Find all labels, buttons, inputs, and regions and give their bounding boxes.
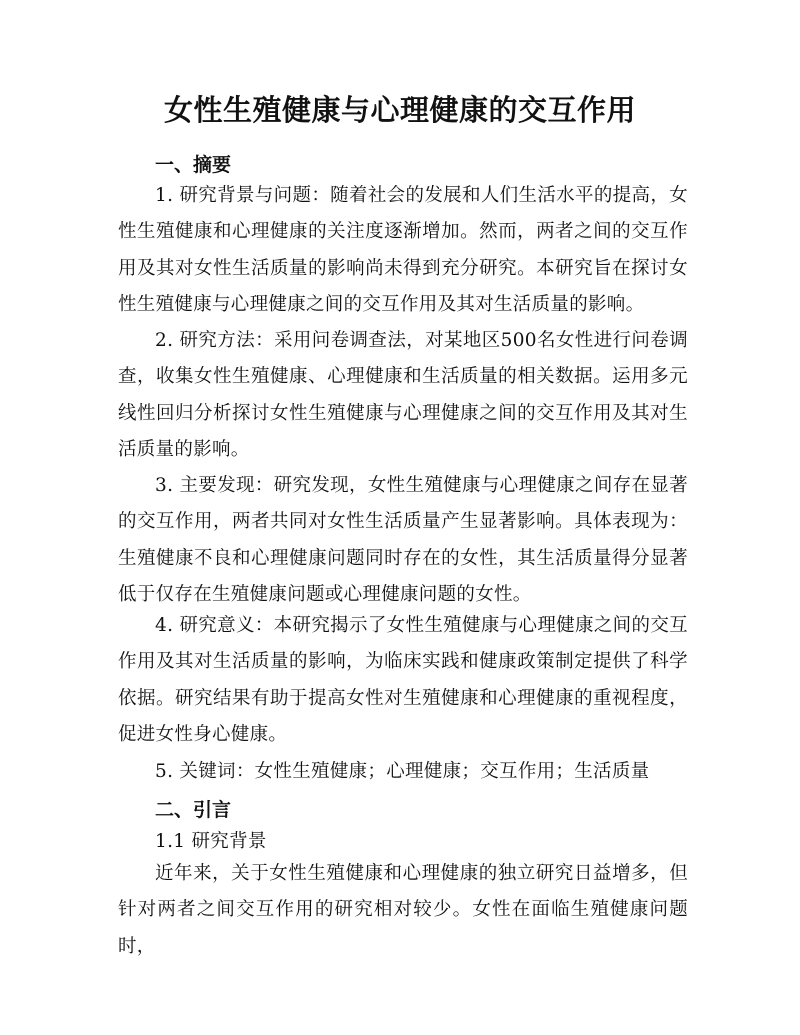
- section-heading-introduction: 二、引言: [155, 799, 232, 821]
- abstract-paragraph-methods: 2. 研究方法：采用问卷调查法，对某地区500名女性进行问卷调查，收集女性生殖健康、心理健康和生活质量的相关数据。运用多元线性回归分析探讨女性生殖健康与心理健康之间的交互作用及其对生活质量的影响。: [118, 330, 688, 460]
- abstract-paragraph-findings: 3. 主要发现：研究发现，女性生殖健康与心理健康之间存在显著的交互作用，两者共同对女性生活质量产生显著影响。具体表现为：生殖健康不良和心理健康问题同时存在的女性，其生活质量得分显著低于仅存在生殖健康问题或心理健康问题的女性。: [118, 475, 688, 605]
- section-heading-abstract: 一、摘要: [155, 154, 232, 176]
- abstract-paragraph-significance: 4. 研究意义：本研究揭示了女性生殖健康与心理健康之间的交互作用及其对生活质量的影响，为临床实践和健康政策制定提供了科学依据。研究结果有助于提高女性对生殖健康和心理健康的重视程度，促进女性身心健康。: [118, 615, 688, 745]
- document-title: 女性生殖健康与心理健康的交互作用: [163, 93, 636, 127]
- introduction-paragraph: 近年来，关于女性生殖健康和心理健康的独立研究日益增多，但针对两者之间交互作用的研究相对较少。女性在面临生殖健康问题时，: [118, 863, 688, 957]
- subsection-heading-background: 1.1 研究背景: [155, 831, 267, 852]
- abstract-keywords: 5. 关键词：女性生殖健康；心理健康；交互作用；生活质量: [155, 761, 650, 782]
- abstract-paragraph-background: 1. 研究背景与问题：随着社会的发展和人们生活水平的提高，女性生殖健康和心理健康的关注度逐渐增加。然而，两者之间的交互作用及其对女性生活质量的影响尚未得到充分研究。本研究旨在探讨女性生殖健康与心理健康之间的交互作用及其对生活质量的影响。: [118, 185, 688, 315]
